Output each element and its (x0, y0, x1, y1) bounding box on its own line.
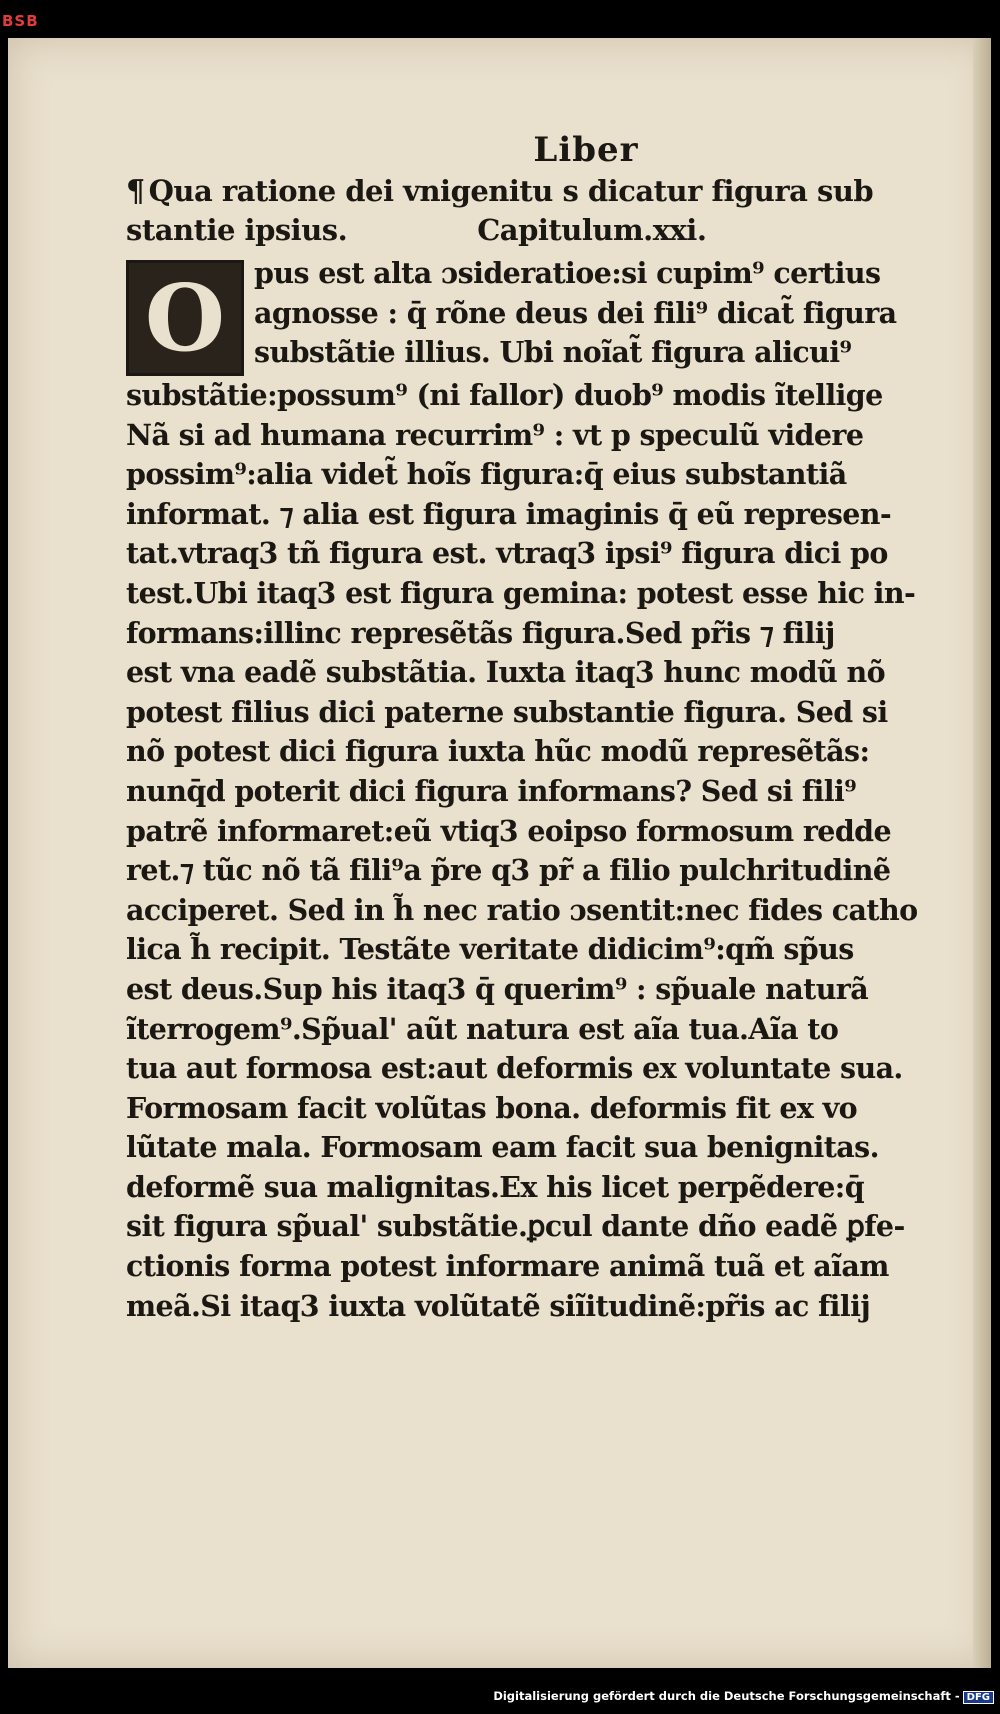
digitization-credit (493, 1689, 994, 1704)
text-line: nõ potest dici figura iuxta hũc modũ represẽtãs: (126, 734, 870, 769)
credit-text: Digitalisierung gefördert durch die Deutsche Forschungsgemeinschaft - (493, 1689, 960, 1703)
text-line: potest filius dici paterne substantie figura. Sed si (126, 694, 888, 729)
text-line: formans:illinc represẽtãs figura.Sed pr̃is ⁊ filij (126, 615, 835, 650)
text-line: nunq̄d poterit dici figura informans? Sed si fili⁹ (126, 773, 857, 808)
book-page (8, 38, 991, 1668)
chapter-heading-line-1 (126, 172, 916, 211)
dfg-logo: DFG (963, 1691, 994, 1704)
text-line: sit figura sp̃ual' substãtie.ꝑcul dante dño eadẽ ꝑfe- (126, 1209, 905, 1244)
text-line: lũtate mala. Formosam eam facit sua benignitas. (126, 1130, 879, 1165)
text-line: acciperet. Sed in h̃ nec ratio ɔsentit:nec fides catho (126, 892, 918, 927)
chapter-heading-line-2 (126, 211, 916, 250)
text-line: agnosse : q̄ rõne deus dei fili⁹ dicat̃ figura (254, 295, 897, 330)
text-line: est deus.Sup his itaq3 q̄ querim⁹ : sp̃uale naturã (126, 971, 869, 1006)
text-line: Nã si ad humana recurrim⁹ : vt p speculũ videre (126, 417, 864, 452)
text-line: deformẽ sua malignitas.Ex his licet perpẽdere:q̄ (126, 1169, 865, 1204)
text-line: pus est alta ɔsideratioe:si cupim⁹ certius (254, 256, 881, 290)
text-line: est vna eadẽ substãtia. Iuxta itaq3 hunc modũ nõ (126, 655, 886, 690)
text-line: tat.vtraq3 tñ figura est. vtraq3 ipsi⁹ figura dici po (126, 536, 888, 571)
text-line: ret.⁊ tũc nõ tã fili⁹a p̃re q3 pr̃ a filio pulchritudinẽ (126, 853, 891, 888)
text-line: lica h̃ recipit. Testãte veritate didicim⁹:qm̃ sp̃us (126, 932, 854, 967)
chapter-heading-text-2: stantie ipsius. (126, 213, 348, 247)
text-line: ctionis forma potest informare animã tuã et aĩam (126, 1249, 889, 1284)
text-line: tua aut formosa est:aut deformis ex voluntate sua. (126, 1051, 903, 1086)
page-edge (973, 38, 991, 1668)
text-line: patrẽ informaret:eũ vtiq3 eoipso formosum redde (126, 813, 892, 848)
text-line: substãtie:possum⁹ (ni fallor) duob⁹ modis ĩtellige (126, 378, 883, 412)
chapter-heading-text: Qua ratione dei vnigenitu s dicatur figura sub (148, 174, 874, 208)
chapter-number: Capitulum.xxi. (477, 213, 707, 247)
text-line: meã.Si itaq3 iuxta volũtatẽ siĩitudinẽ:pr̃is ac filij (126, 1288, 871, 1323)
text-line: informat. ⁊ alia est figura imaginis q̄ eũ represen- (126, 496, 892, 531)
text-line: substãtie illius. Ubi noĩat̃ figura alicui⁹ (254, 335, 852, 370)
text-line: Formosam facit volũtas bona. deformis fit ex vo (126, 1090, 858, 1125)
text-line: possim⁹:alia videt̃ hoĩs figura:q̄ eius substantiã (126, 457, 847, 492)
viewer-label: BSB (2, 12, 39, 30)
running-head: Liber (533, 130, 639, 170)
text-line: test.Ubi itaq3 est figura gemina: potest esse hic in- (126, 575, 916, 610)
body-text (126, 254, 916, 1326)
decorated-initial: O (126, 260, 244, 376)
pilcrow-mark: ¶ (126, 174, 145, 209)
text-block (126, 130, 916, 1326)
text-line: ĩterrogem⁹.Sp̃ual' aũt natura est aĩa tua.Aĩa to (126, 1011, 839, 1046)
